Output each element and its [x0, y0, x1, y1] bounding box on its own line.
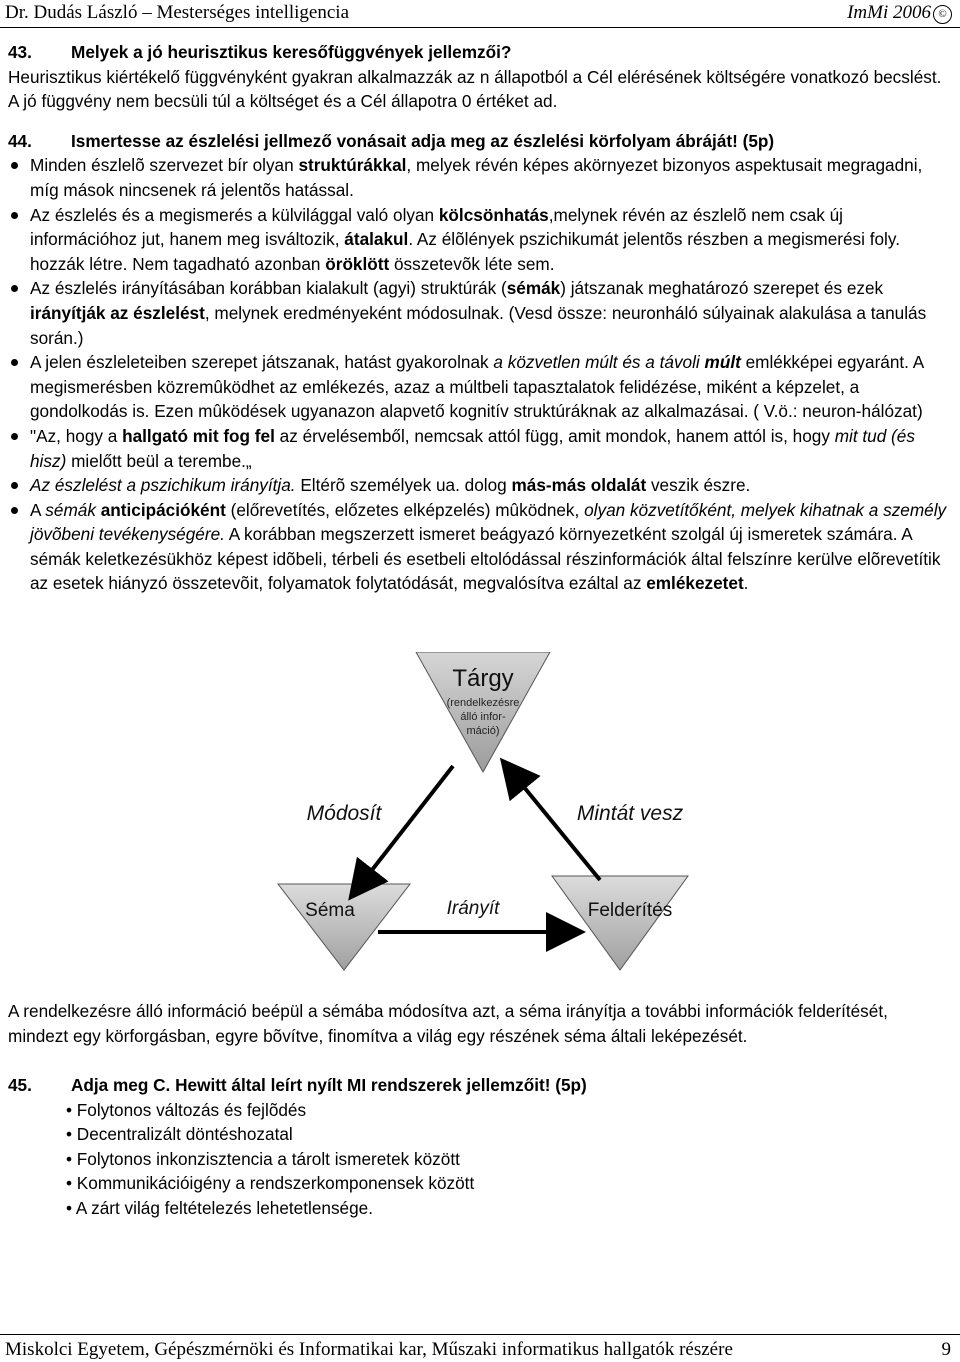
header-course-year: ImMi 2006 ©	[847, 2, 952, 24]
footer-institution: Miskolci Egyetem, Gépészmérnöki és Informatikai kar, Műszaki informatikus hallgatók részére	[5, 1339, 733, 1360]
page-number: 9	[941, 1339, 951, 1360]
arrow-modifies	[358, 766, 453, 888]
target-sub-3: máció)	[466, 725, 500, 737]
page-footer	[0, 1334, 960, 1362]
list-item: • Folytonos inkonzisztencia a tárolt ismeretek között	[66, 1147, 952, 1172]
bullet-item: Minden észlelõ szervezet bír olyan struktúrákkal, melyek révén képes akörnyezet bizonyos aspektusait megragadni, míg mások nincsenek rá jelentõs hatással.	[8, 153, 952, 202]
bullet-item: A sémák anticipációként (előrevetítés, előzetes elképzelés) mûködnek, olyan közvetítőként, melyek kihatnak a személy jövõbeni tevékenységére. A korábban megszerzett ismeret beágyazó környezetként szolgál új ismeretek számára. A sémák keletkezésükhöz képest idõbeli, térbeli és esetbeli eltolódással részinformációk által felszínre kerülve elõrevetítik az esetek hiányzó összetevõit, folyamatok folytatódását, megvalósítva ezáltal az emlékezetet.	[8, 498, 952, 596]
bullet-item: "Az, hogy a hallgató mit fog fel az érvelésemből, nemcsak attól függ, amit mondok, hanem attól is, hogy mit tud (és hisz) mielőtt beül a terembe.„	[8, 424, 952, 473]
target-sub-1: (rendelkezésre	[446, 697, 520, 709]
question-45-list	[8, 1098, 952, 1221]
header-author-title: Dr. Dudás László – Mesterséges intelligencia	[5, 2, 350, 23]
main-content	[8, 40, 952, 596]
perception-cycle-svg	[268, 652, 698, 982]
diagram-explanation: A rendelkezésre álló információ beépül a sémába módosítva azt, a séma irányítja a további információk felderítését, mindezt egy körforgásban, egyre bõvítve, finomítva a világ egy részének séma általi leképezését.	[8, 1001, 888, 1046]
footer-rule	[0, 1334, 960, 1335]
question-43-title: 43. Melyek a jó heurisztikus keresőfüggvények jellemzői?	[8, 42, 512, 62]
list-item: • A zárt világ feltételezés lehetetlensége.	[66, 1196, 952, 1221]
node-label-exploration: Felderítés	[587, 900, 673, 921]
header-rule	[0, 27, 960, 28]
question-44-title: 44. Ismertesse az észlelési jellmező vonásait adja meg az észlelési körfolyam ábráját! (5p)	[8, 130, 775, 151]
edge-label-samples: Mintát vesz	[576, 802, 684, 825]
question-45-title: 45. Adja meg C. Hewitt által leírt nyílt MI rendszerek jellemzőit! (5p)	[8, 1075, 587, 1095]
bullet-item: Az észlelés és a megismerés a külvilággal való olyan kölcsönhatás,melynek révén az észlelõ nem csak új információhoz jut, hanem meg isváltozik, átalakul. Az élõlények pszichikumát jelentõs részben a megismerési foly. hozzák létre. Nem tagadható azonban öröklött összetevõk léte sem.	[8, 203, 952, 277]
copyright-icon: ©	[933, 5, 952, 24]
bullet-item: A jelen észleleteiben szerepet játszanak, hatást gyakorolnak a közvetlen múlt és a távoli múlt emlékképei egyaránt. A megismerésben közremûködhet az emlékezés, azaz a múltbeli tapasztalatok felidézése, miként a képzelet, a gondolkodás is. Ezen mûködések ugyanazon alapvető kognitív struktúráknak az alkalmazásai. ( V.ö.: neuron-hálózat)	[8, 350, 952, 424]
bullet-item: Az észlelést a pszichikum irányítja. Eltérõ személyek ua. dolog más-más oldalát veszik észre.	[8, 473, 952, 498]
question-45	[8, 1073, 952, 1221]
exploration-triangle	[552, 876, 688, 970]
bullet-item: Az észlelés irányításában korábban kialakult (agyi) struktúrák (sémák) játszanak meghatározó szerepet és ezek irányítják az észlelést, melynek eredményeként módosulnak. (Vesd össze: neuronháló súlyainak alakulása a tanulás során.)	[8, 276, 952, 350]
list-item: • Decentralizált döntéshozatal	[66, 1122, 952, 1147]
edge-label-modifies: Módosít	[306, 802, 382, 825]
schema-triangle	[278, 884, 410, 970]
question-43-answer: Heurisztikus kiértékelő függvényként gyakran alkalmazzák az n állapotból a Cél elérésének költségére vonatkozó becslést. A jó függvény nem becsüli túl a költséget és a Cél állapotra 0 értéket ad.	[8, 66, 942, 112]
perception-cycle-diagram	[268, 652, 698, 982]
arrow-samples	[510, 770, 600, 880]
question-44-bullets	[8, 153, 952, 596]
page-header	[0, 0, 960, 27]
edge-label-directs: Irányít	[446, 898, 500, 919]
list-item: • Kommunikációigény a rendszerkomponensek között	[66, 1171, 952, 1196]
list-item: • Folytonos változás és fejlõdés	[66, 1098, 952, 1123]
target-sub-2: álló infor-	[460, 711, 506, 723]
target-title: Tárgy	[452, 665, 514, 692]
node-label-schema: Séma	[305, 900, 355, 921]
